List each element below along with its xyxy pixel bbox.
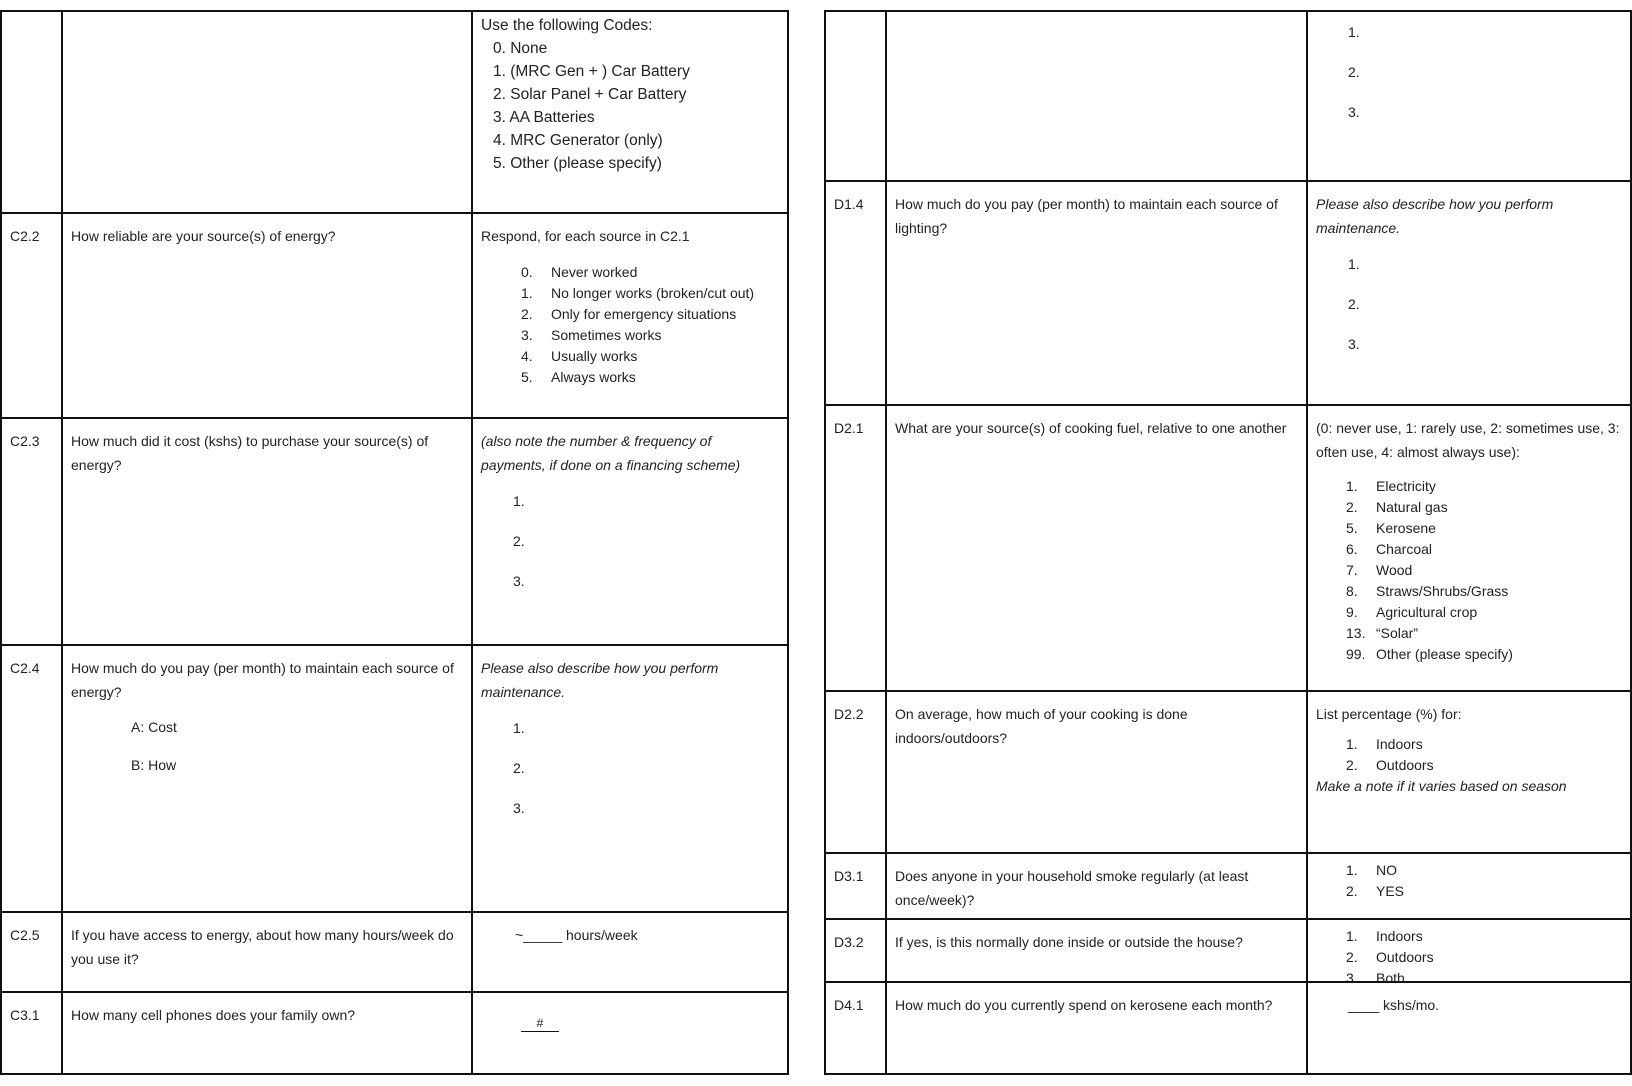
blank-line[interactable]: 2.: [513, 760, 525, 776]
row-codes: [2, 12, 787, 212]
answer-cell: [1306, 406, 1630, 690]
answer-cell: [1306, 920, 1630, 986]
row-c2-3: [2, 417, 787, 644]
question-text: If you have access to energy, about how many hours/week do you use it?: [61, 913, 471, 991]
question-cell: [61, 646, 471, 911]
option: 5. Always works: [521, 369, 636, 385]
blank-line[interactable]: 1.: [513, 493, 525, 509]
code-item: 3. AA Batteries: [493, 109, 595, 126]
question-text: Does anyone in your household smoke regularly (at least once/week)?: [885, 854, 1306, 918]
sub-item-a: A: Cost: [131, 719, 177, 735]
option: 13. “Solar”: [1346, 625, 1419, 641]
hours-blank[interactable]: _____: [523, 927, 563, 943]
option: 9. Agricultural crop: [1346, 604, 1478, 620]
codes-label: Use the following Codes:: [481, 17, 653, 34]
answer-blanks: [1316, 12, 1622, 132]
question-code: C2.3: [10, 433, 40, 449]
approx-sign: ~: [515, 927, 524, 943]
smoke-location-options: [1316, 926, 1622, 989]
row-c3-1: [2, 991, 787, 1073]
note: Please also describe how you perform maintenance.: [481, 660, 719, 700]
sub-item-b: B: How: [131, 757, 177, 773]
row-c2-2: [2, 212, 787, 417]
location-options: [1316, 734, 1622, 776]
row-continued: [826, 12, 1630, 180]
question-text: How reliable are your source(s) of energy?: [61, 214, 471, 417]
instruction: Respond, for each source in C2.1: [481, 228, 690, 244]
question-text: On average, how much of your cooking is done indoors/outdoors?: [885, 692, 1306, 852]
question-code: C2.5: [10, 927, 40, 943]
answer-cell: [471, 419, 787, 644]
question-code: C2.2: [10, 228, 40, 244]
row-c2-4: [2, 644, 787, 911]
option: 2. YES: [1346, 883, 1405, 899]
unit-label: kshs/mo.: [1383, 997, 1440, 1013]
question-code: D3.1: [834, 868, 864, 884]
option: 3. Both: [1346, 970, 1405, 986]
instruction: List percentage (%) for:: [1316, 706, 1462, 722]
question-text: How much did it cost (kshs) to purchase your source(s) of energy?: [61, 419, 471, 644]
code-item: 5. Other (please specify): [493, 155, 662, 172]
blank-line[interactable]: 2.: [1348, 296, 1360, 312]
question-text: How much do you pay (per month) to maintain each source of lighting?: [885, 182, 1306, 404]
answer-cell: [1306, 854, 1630, 918]
note: Make a note if it varies based on season: [1316, 778, 1567, 794]
question-code: D4.1: [834, 997, 864, 1013]
option: 7. Wood: [1346, 562, 1413, 578]
option: 2. Natural gas: [1346, 499, 1448, 515]
option: 8. Straws/Shrubs/Grass: [1346, 583, 1509, 599]
question-code: D3.2: [834, 934, 864, 950]
option: 1. Indoors: [1346, 736, 1423, 752]
kerosene-blank[interactable]: ____: [1348, 997, 1380, 1013]
answer-cell: [471, 214, 787, 417]
option: 2. Outdoors: [1346, 949, 1434, 965]
answer-cell: [1306, 12, 1630, 180]
option: 1. No longer works (broken/cut out): [521, 285, 755, 301]
question-code: C2.4: [10, 660, 40, 676]
answer-cell: [471, 646, 787, 911]
blank-line[interactable]: 3.: [513, 800, 525, 816]
option: 6. Charcoal: [1346, 541, 1433, 557]
option: 1. NO: [1346, 862, 1397, 878]
question-text: How many cell phones does your family own?: [61, 993, 471, 1073]
answer-cell: [1306, 182, 1630, 404]
question-text: What are your source(s) of cooking fuel, relative to one another: [885, 406, 1306, 690]
form-page-right: [824, 10, 1632, 1075]
note: (also note the number & frequency of payments, if done on a financing scheme): [481, 433, 741, 473]
question-code: D2.1: [834, 420, 864, 436]
answer-blanks: [1316, 244, 1622, 364]
option: 3. Sometimes works: [521, 327, 662, 343]
option: 99. Other (please specify): [1346, 646, 1513, 662]
question-cell: [61, 12, 471, 212]
usage-scale: (0: never use, 1: rarely use, 2: sometimes use, 3: often use, 4: almost always use):: [1316, 420, 1620, 460]
option: 1. Electricity: [1346, 478, 1436, 494]
answer-blanks: [481, 708, 779, 828]
code-cell: [826, 12, 885, 180]
reliability-options: [481, 262, 779, 388]
row-d4-1: [826, 981, 1630, 1073]
option: 1. Indoors: [1346, 928, 1423, 944]
question-text: How much do you pay (per month) to maintain each source of energy?: [71, 660, 454, 700]
code-item: 4. MRC Generator (only): [493, 132, 663, 149]
blank-line[interactable]: 2.: [1348, 64, 1360, 80]
blank-line[interactable]: 1.: [513, 720, 525, 736]
code-item: 0. None: [493, 40, 548, 57]
blank-line[interactable]: 3.: [1348, 336, 1360, 352]
answer-cell: [471, 993, 787, 1073]
blank-line[interactable]: 2.: [513, 533, 525, 549]
code-item: 2. Solar Panel + Car Battery: [493, 86, 687, 103]
question-text: If yes, is this normally done inside or outside the house?: [885, 920, 1306, 981]
blank-line[interactable]: 3.: [1348, 104, 1360, 120]
unit-label: hours/week: [566, 927, 638, 943]
question-code: C3.1: [10, 1007, 40, 1023]
blank-line[interactable]: 1.: [1348, 256, 1360, 272]
smoke-options: [1316, 860, 1622, 902]
row-d3-2: [826, 918, 1630, 986]
blank-line[interactable]: 3.: [513, 573, 525, 589]
note: Please also describe how you perform maintenance.: [1316, 196, 1554, 236]
answer-cell: [1306, 692, 1630, 852]
option: 5. Kerosene: [1346, 520, 1436, 536]
question-code: D1.4: [834, 196, 864, 212]
row-d2-1: [826, 404, 1630, 690]
option: 0. Never worked: [521, 264, 638, 280]
option: 4. Usually works: [521, 348, 638, 364]
cooking-fuel-options: [1316, 476, 1622, 665]
question-text: How much do you currently spend on kerosene each month?: [885, 983, 1306, 1073]
code-cell: [2, 12, 61, 212]
answer-blanks: [481, 481, 779, 601]
question-cell: [885, 12, 1306, 180]
codes-list: [481, 37, 779, 175]
answer-cell: [1306, 983, 1630, 1073]
row-d3-1: [826, 852, 1630, 918]
form-page-left: [0, 10, 789, 1075]
option: 2. Outdoors: [1346, 757, 1434, 773]
answer-cell: [471, 913, 787, 991]
row-d1-4: [826, 180, 1630, 404]
question-code: D2.2: [834, 706, 864, 722]
blank-line[interactable]: 1.: [1348, 24, 1360, 40]
codes-cell: [471, 12, 787, 212]
code-item: 1. (MRC Gen + ) Car Battery: [493, 63, 690, 80]
row-d2-2: [826, 690, 1630, 852]
row-c2-5: [2, 911, 787, 991]
phone-count-blank[interactable]: #: [521, 1015, 559, 1032]
option: 2. Only for emergency situations: [521, 306, 737, 322]
